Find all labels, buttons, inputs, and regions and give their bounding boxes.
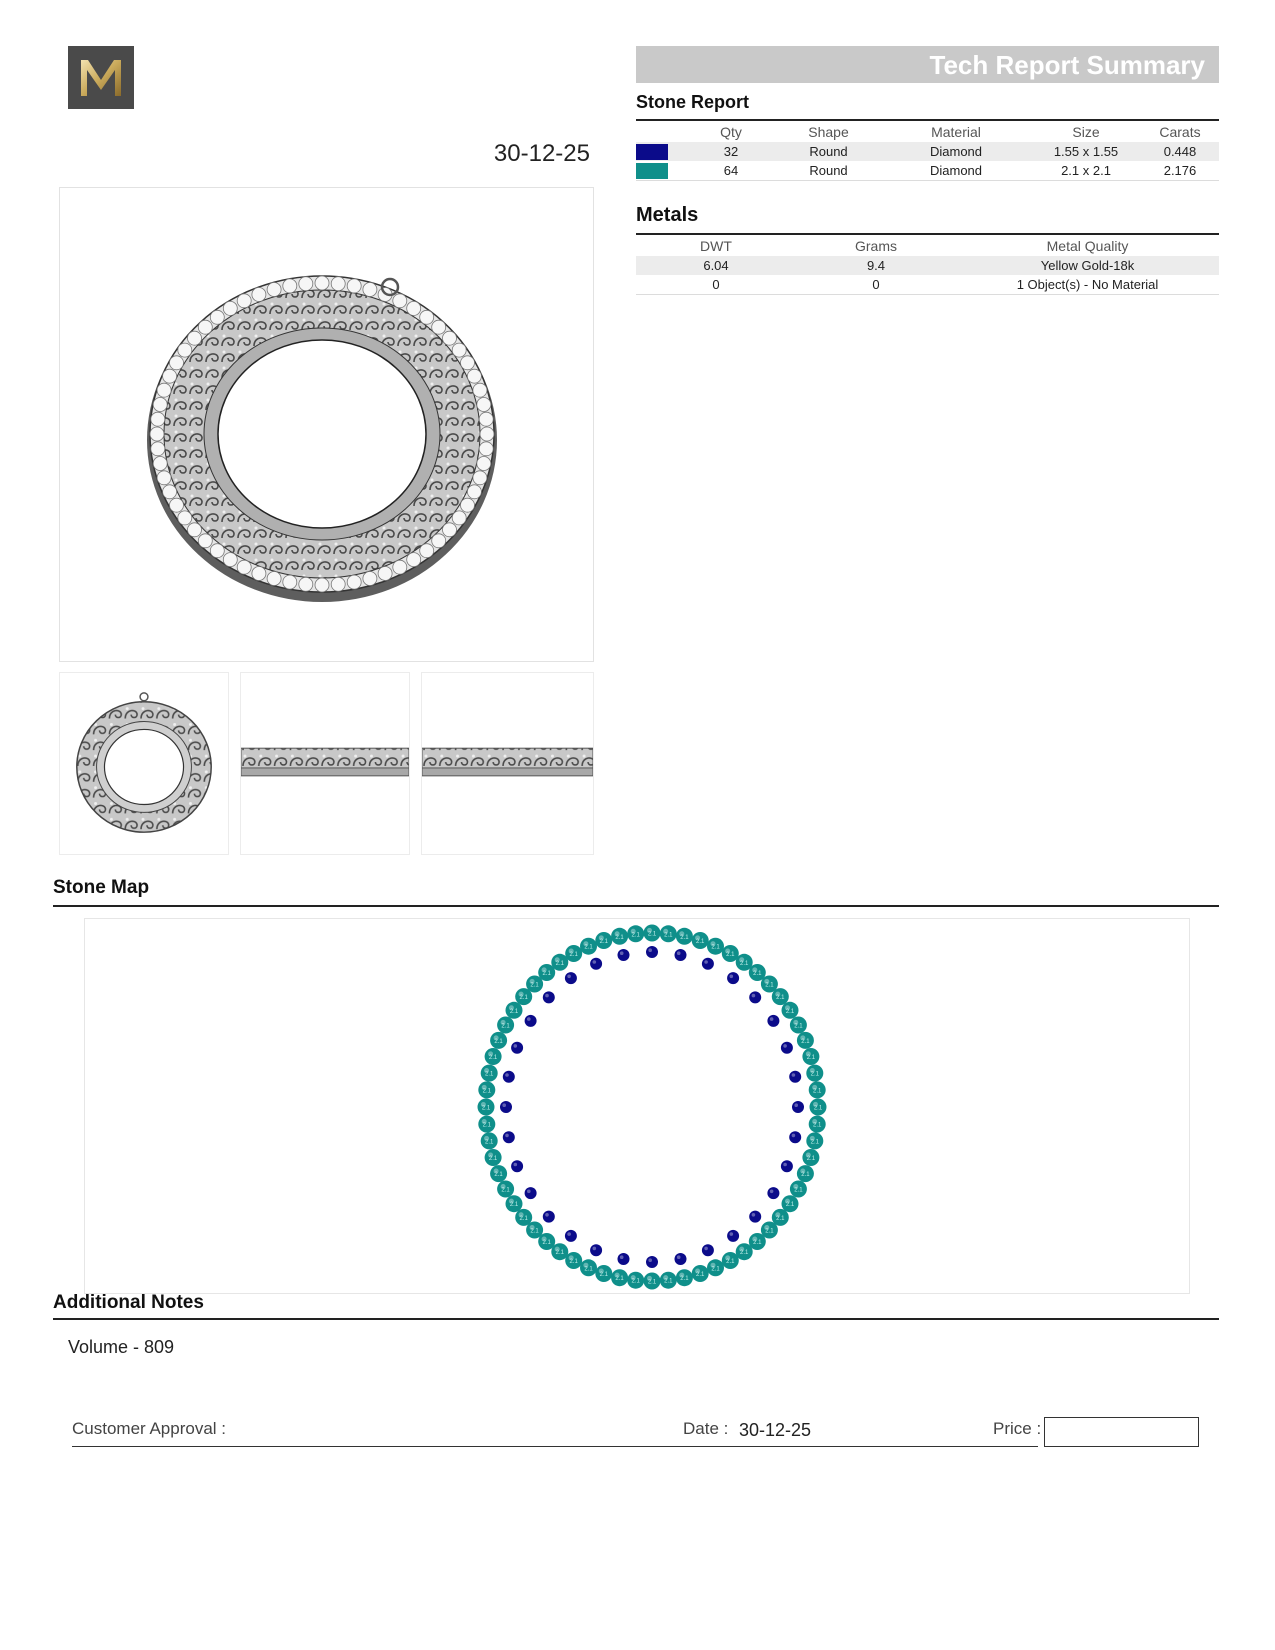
inner-stone — [503, 1131, 515, 1143]
outer-stone — [802, 1048, 819, 1065]
thumbnail-side-view-2[interactable] — [421, 672, 594, 855]
pendant-render-image — [60, 188, 595, 663]
outer-stone — [790, 1017, 807, 1034]
stone-color-cell — [636, 142, 686, 161]
outer-stone — [478, 1116, 495, 1133]
pearl-bead — [299, 277, 313, 291]
outer-stone — [802, 1149, 819, 1166]
metal-grams: 0 — [796, 275, 956, 294]
report-title: Tech Report Summary — [929, 50, 1205, 80]
thumbnail-side-image-2 — [422, 673, 593, 854]
svg-text:2.1: 2.1 — [753, 1240, 762, 1246]
pearl-bead — [393, 294, 407, 308]
stone-map-diagram — [85, 919, 1191, 1295]
svg-text:2.1: 2.1 — [647, 931, 657, 938]
outer-stone — [580, 1259, 597, 1276]
inner-stone — [702, 1244, 714, 1256]
pearl-bead — [420, 310, 434, 324]
svg-text:2.1: 2.1 — [481, 1105, 491, 1112]
pearl-bead — [443, 331, 457, 345]
metals-dwt-header: DWT — [700, 238, 732, 254]
svg-text:2.1: 2.1 — [501, 1023, 510, 1030]
price-field[interactable] — [1044, 1417, 1199, 1447]
svg-text:2.1: 2.1 — [530, 982, 539, 989]
outer-stone — [565, 945, 582, 962]
svg-text:2.1: 2.1 — [519, 1215, 528, 1222]
stone-shape: Round — [776, 161, 881, 180]
svg-text:2.1: 2.1 — [740, 1250, 749, 1257]
inner-stone — [749, 1211, 761, 1223]
pearl-bead — [420, 544, 434, 558]
thumbnail-front-image — [60, 673, 228, 854]
svg-text:2.1: 2.1 — [488, 1156, 498, 1162]
stone-carats: 2.176 — [1141, 161, 1219, 180]
svg-text:2.1: 2.1 — [584, 944, 593, 951]
svg-text:2.1: 2.1 — [615, 1276, 624, 1283]
svg-text:2.1: 2.1 — [647, 1279, 657, 1286]
outer-stone — [797, 1165, 814, 1182]
svg-text:2.1: 2.1 — [810, 1139, 819, 1146]
thumbnail-side-view-1[interactable] — [240, 672, 410, 855]
pearl-bead — [252, 567, 266, 581]
inner-stone — [702, 958, 714, 970]
inner-stone — [565, 972, 577, 984]
pearl-bead — [170, 356, 184, 370]
svg-text:2.1: 2.1 — [801, 1172, 810, 1179]
report-date: 30-12-25 — [493, 140, 590, 167]
svg-text:2.1: 2.1 — [696, 939, 705, 945]
outer-stone — [485, 1048, 502, 1065]
stone-material: Diamond — [881, 142, 1031, 161]
pearl-bead — [178, 511, 192, 525]
svg-text:2.1: 2.1 — [806, 1055, 816, 1061]
pearl-bead — [198, 534, 212, 548]
pearl-bead — [407, 301, 421, 315]
outer-stone — [692, 932, 709, 949]
outer-stone — [692, 1265, 709, 1282]
outer-stone — [797, 1032, 814, 1049]
svg-text:2.1: 2.1 — [776, 1215, 785, 1222]
pearl-bead — [363, 283, 377, 297]
svg-text:2.1: 2.1 — [680, 1276, 689, 1283]
metal-quality: 1 Object(s) - No Material — [956, 275, 1219, 294]
inner-stone — [781, 1160, 793, 1172]
stone-size: 2.1 x 2.1 — [1031, 161, 1141, 180]
inner-stone — [727, 972, 739, 984]
metal-quality: Yellow Gold-18k — [956, 256, 1219, 275]
inner-stone — [646, 946, 658, 958]
metal-dwt: 0 — [636, 275, 796, 294]
svg-text:2.1: 2.1 — [813, 1088, 822, 1095]
stone-report-rule — [636, 119, 1219, 121]
pearl-bead — [452, 343, 466, 357]
svg-text:2.1: 2.1 — [599, 939, 608, 945]
outer-stone — [515, 1209, 532, 1226]
stone-material: Diamond — [881, 161, 1031, 180]
inner-stone — [727, 1230, 739, 1242]
inner-stone — [590, 1244, 602, 1256]
pearl-bead — [452, 511, 466, 525]
inner-stone — [789, 1071, 801, 1083]
pearl-bead — [443, 523, 457, 537]
svg-text:2.1: 2.1 — [813, 1122, 822, 1129]
outer-stone — [806, 1132, 823, 1149]
svg-text:2.1: 2.1 — [765, 982, 774, 989]
svg-text:2.1: 2.1 — [711, 944, 720, 951]
customer-approval-label: Customer Approval : — [72, 1419, 227, 1438]
stone-map-rule — [53, 905, 1219, 907]
outer-stone — [497, 1181, 514, 1198]
pearl-bead — [223, 301, 237, 315]
inner-stone — [565, 1230, 577, 1242]
svg-text:2.1: 2.1 — [776, 995, 785, 1002]
pearl-bead — [188, 523, 202, 537]
svg-text:2.1: 2.1 — [485, 1071, 494, 1078]
pearl-bead — [467, 485, 481, 499]
stone-carats-header: Carats — [1159, 124, 1201, 140]
svg-text:2.1: 2.1 — [569, 952, 578, 958]
svg-text:2.1: 2.1 — [482, 1088, 491, 1095]
price-label: Price : — [993, 1419, 1042, 1438]
svg-text:2.1: 2.1 — [494, 1172, 503, 1179]
pearl-bead — [157, 471, 171, 485]
svg-text:2.1: 2.1 — [711, 1266, 720, 1273]
pearl-bead — [151, 442, 165, 456]
outer-stone — [611, 1269, 628, 1286]
pearl-bead — [473, 383, 487, 397]
pearl-bead — [153, 398, 167, 412]
svg-text:2.1: 2.1 — [664, 1278, 673, 1285]
inner-stone — [525, 1187, 537, 1199]
report-title-bar — [636, 46, 1219, 83]
outer-stone — [676, 928, 693, 945]
outer-stone — [660, 925, 677, 942]
outer-stone — [790, 1181, 807, 1198]
pearl-bead — [299, 577, 313, 591]
outer-stone — [707, 938, 724, 955]
inner-stone — [543, 991, 555, 1003]
pearl-bead — [252, 288, 266, 302]
stone-carats: 0.448 — [1141, 142, 1219, 161]
stone-row — [636, 142, 1219, 161]
svg-text:2.1: 2.1 — [599, 1272, 608, 1278]
pearl-bead — [480, 427, 494, 441]
pearl-bead — [163, 369, 177, 383]
outer-stone — [627, 1272, 644, 1289]
thumbnail-side-image-1 — [241, 673, 409, 854]
outer-stone — [580, 938, 597, 955]
outer-stone — [611, 928, 628, 945]
stone-report-heading: Stone Report — [636, 92, 750, 112]
stone-map-panel — [84, 918, 1190, 1294]
pearl-bead — [407, 553, 421, 567]
outer-stone — [490, 1165, 507, 1182]
stone-color-header — [636, 122, 686, 142]
outer-stone — [595, 1265, 612, 1282]
stone-row — [636, 161, 1219, 180]
svg-text:2.1: 2.1 — [631, 1278, 640, 1285]
outer-stone — [481, 1132, 498, 1149]
outer-stone — [707, 1259, 724, 1276]
outer-stone — [595, 932, 612, 949]
inner-stone — [525, 1015, 537, 1027]
svg-text:2.1: 2.1 — [696, 1272, 705, 1278]
svg-text:2.1: 2.1 — [519, 995, 528, 1002]
stone-map-heading: Stone Map — [53, 877, 150, 898]
svg-text:2.1: 2.1 — [485, 1139, 494, 1146]
svg-text:2.1: 2.1 — [785, 1202, 795, 1209]
pearl-bead — [198, 320, 212, 334]
pearl-bead — [432, 320, 446, 334]
approval-signature-line — [72, 1446, 1038, 1447]
pearl-bead — [432, 534, 446, 548]
svg-text:2.1: 2.1 — [509, 1008, 519, 1015]
svg-text:2.1: 2.1 — [584, 1266, 593, 1273]
metals-table — [636, 236, 1219, 295]
outer-stone — [644, 1273, 661, 1290]
pearl-bead — [267, 283, 281, 297]
outer-stone — [722, 1252, 739, 1269]
pearl-bead — [150, 427, 164, 441]
inner-stone — [781, 1042, 793, 1054]
metals-heading: Metals — [636, 204, 699, 226]
svg-text:2.1: 2.1 — [794, 1187, 803, 1194]
inner-stone — [646, 1256, 658, 1268]
stone-material-header: Material — [931, 124, 981, 140]
stone-color-swatch — [636, 163, 668, 179]
pearl-bead — [315, 276, 329, 290]
svg-text:2.1: 2.1 — [726, 952, 735, 958]
pearl-bead — [237, 294, 251, 308]
outer-stone — [806, 1065, 823, 1082]
outer-stone — [478, 1081, 495, 1098]
pearl-bead — [331, 277, 345, 291]
inner-stone — [675, 949, 687, 961]
outer-stone — [782, 1195, 799, 1212]
pearl-bead — [473, 471, 487, 485]
pearl-bead — [163, 485, 177, 499]
pearl-bead — [188, 331, 202, 345]
inner-stone — [511, 1042, 523, 1054]
logo-m-icon — [68, 46, 134, 109]
pearl-bead — [237, 560, 251, 574]
svg-text:2.1: 2.1 — [482, 1122, 491, 1129]
metals-quality-header: Metal Quality — [1046, 238, 1129, 254]
pearl-bead — [467, 369, 481, 383]
pearl-bead — [479, 442, 493, 456]
svg-text:2.1: 2.1 — [810, 1071, 819, 1078]
stone-shape-header: Shape — [808, 124, 849, 140]
svg-text:2.1: 2.1 — [794, 1023, 803, 1030]
inner-stone — [500, 1101, 512, 1113]
volume-note: Volume - 809 — [68, 1337, 175, 1357]
stone-color-cell — [636, 161, 686, 180]
stone-report-header-row — [636, 122, 1219, 142]
svg-text:2.1: 2.1 — [806, 1156, 816, 1162]
outer-stone — [782, 1002, 799, 1019]
outer-stone — [506, 1002, 523, 1019]
outer-stone — [627, 925, 644, 942]
svg-text:2.1: 2.1 — [509, 1202, 519, 1209]
brand-logo — [68, 46, 134, 109]
pearl-bead — [347, 279, 361, 293]
metal-dwt: 6.04 — [636, 256, 796, 275]
inner-stone — [767, 1187, 779, 1199]
outer-stone — [644, 925, 661, 942]
pearl-bead — [378, 567, 392, 581]
pearl-bead — [479, 412, 493, 426]
outer-stone — [809, 1116, 826, 1133]
stone-qty: 32 — [686, 142, 776, 161]
pearl-bead — [283, 575, 297, 589]
inner-stone — [543, 1211, 555, 1223]
outer-stone — [676, 1269, 693, 1286]
outer-stone — [772, 988, 789, 1005]
inner-stone — [792, 1101, 804, 1113]
pearl-bead — [477, 398, 491, 412]
pearl-bead — [223, 553, 237, 567]
stone-qty-header: Qty — [720, 124, 742, 140]
additional-notes-heading: Additional Notes — [53, 1292, 204, 1313]
pearl-bead — [363, 572, 377, 586]
main-jewelry-render — [59, 187, 594, 662]
svg-text:2.1: 2.1 — [494, 1038, 503, 1045]
metals-rule — [636, 233, 1219, 235]
pearl-bead — [178, 343, 192, 357]
inner-stone — [618, 949, 630, 961]
metals-grams-header: Grams — [855, 238, 897, 254]
svg-text:2.1: 2.1 — [488, 1055, 498, 1061]
pearl-bead — [153, 457, 167, 471]
outer-stone — [481, 1065, 498, 1082]
stone-size-header: Size — [1072, 124, 1100, 140]
stone-report-table — [636, 122, 1219, 181]
outer-stone — [809, 1081, 826, 1098]
pearl-bead — [477, 457, 491, 471]
pearl-bead — [210, 544, 224, 558]
svg-text:2.1: 2.1 — [740, 960, 749, 967]
svg-text:2.1: 2.1 — [631, 932, 640, 939]
inner-stone — [675, 1253, 687, 1265]
svg-text:2.1: 2.1 — [569, 1259, 578, 1265]
svg-text:2.1: 2.1 — [555, 1250, 564, 1257]
pearl-bead — [347, 575, 361, 589]
svg-text:2.1: 2.1 — [753, 971, 762, 977]
stone-shape: Round — [776, 142, 881, 161]
stone-size: 1.55 x 1.55 — [1031, 142, 1141, 161]
svg-text:2.1: 2.1 — [765, 1228, 774, 1235]
svg-text:2.1: 2.1 — [680, 934, 689, 941]
svg-text:2.1: 2.1 — [785, 1008, 795, 1015]
pearl-bead — [315, 578, 329, 592]
svg-text:2.1: 2.1 — [726, 1259, 735, 1265]
inner-stone — [749, 991, 761, 1003]
pearl-bead — [461, 498, 475, 512]
svg-text:2.1: 2.1 — [664, 932, 673, 939]
metal-row — [636, 275, 1219, 294]
pearl-bead — [461, 356, 475, 370]
pearl-bead — [267, 572, 281, 586]
stone-color-swatch — [636, 144, 668, 160]
pearl-bead — [210, 310, 224, 324]
metal-grams: 9.4 — [796, 256, 956, 275]
pearl-bead — [157, 383, 171, 397]
pearl-bead — [283, 279, 297, 293]
outer-stone — [497, 1017, 514, 1034]
pearl-bead — [331, 577, 345, 591]
inner-stone — [503, 1071, 515, 1083]
outer-stone — [490, 1032, 507, 1049]
inner-stone — [767, 1015, 779, 1027]
svg-text:2.1: 2.1 — [555, 960, 564, 967]
svg-text:2.1: 2.1 — [615, 934, 624, 941]
stone-qty: 64 — [686, 161, 776, 180]
pearl-bead — [151, 412, 165, 426]
additional-notes-rule — [53, 1318, 1219, 1320]
outer-stone — [810, 1099, 827, 1116]
approval-date-label: Date : — [683, 1419, 729, 1438]
approval-date-value: 30-12-25 — [739, 1420, 812, 1440]
inner-stone — [789, 1131, 801, 1143]
pearl-bead — [393, 560, 407, 574]
svg-text:2.1: 2.1 — [542, 1240, 551, 1246]
pearl-bead — [170, 498, 184, 512]
svg-text:2.1: 2.1 — [530, 1228, 539, 1235]
metal-row — [636, 256, 1219, 275]
svg-text:2.1: 2.1 — [813, 1105, 823, 1112]
svg-text:2.1: 2.1 — [801, 1038, 810, 1045]
thumbnail-front-view[interactable] — [59, 672, 229, 855]
inner-stone — [618, 1253, 630, 1265]
inner-stone — [511, 1160, 523, 1172]
outer-stone — [506, 1195, 523, 1212]
outer-stone — [660, 1272, 677, 1289]
svg-text:2.1: 2.1 — [542, 971, 551, 977]
inner-stone — [590, 958, 602, 970]
outer-stone — [478, 1099, 495, 1116]
metals-header-row — [636, 236, 1219, 256]
outer-stone — [485, 1149, 502, 1166]
svg-text:2.1: 2.1 — [501, 1187, 510, 1194]
